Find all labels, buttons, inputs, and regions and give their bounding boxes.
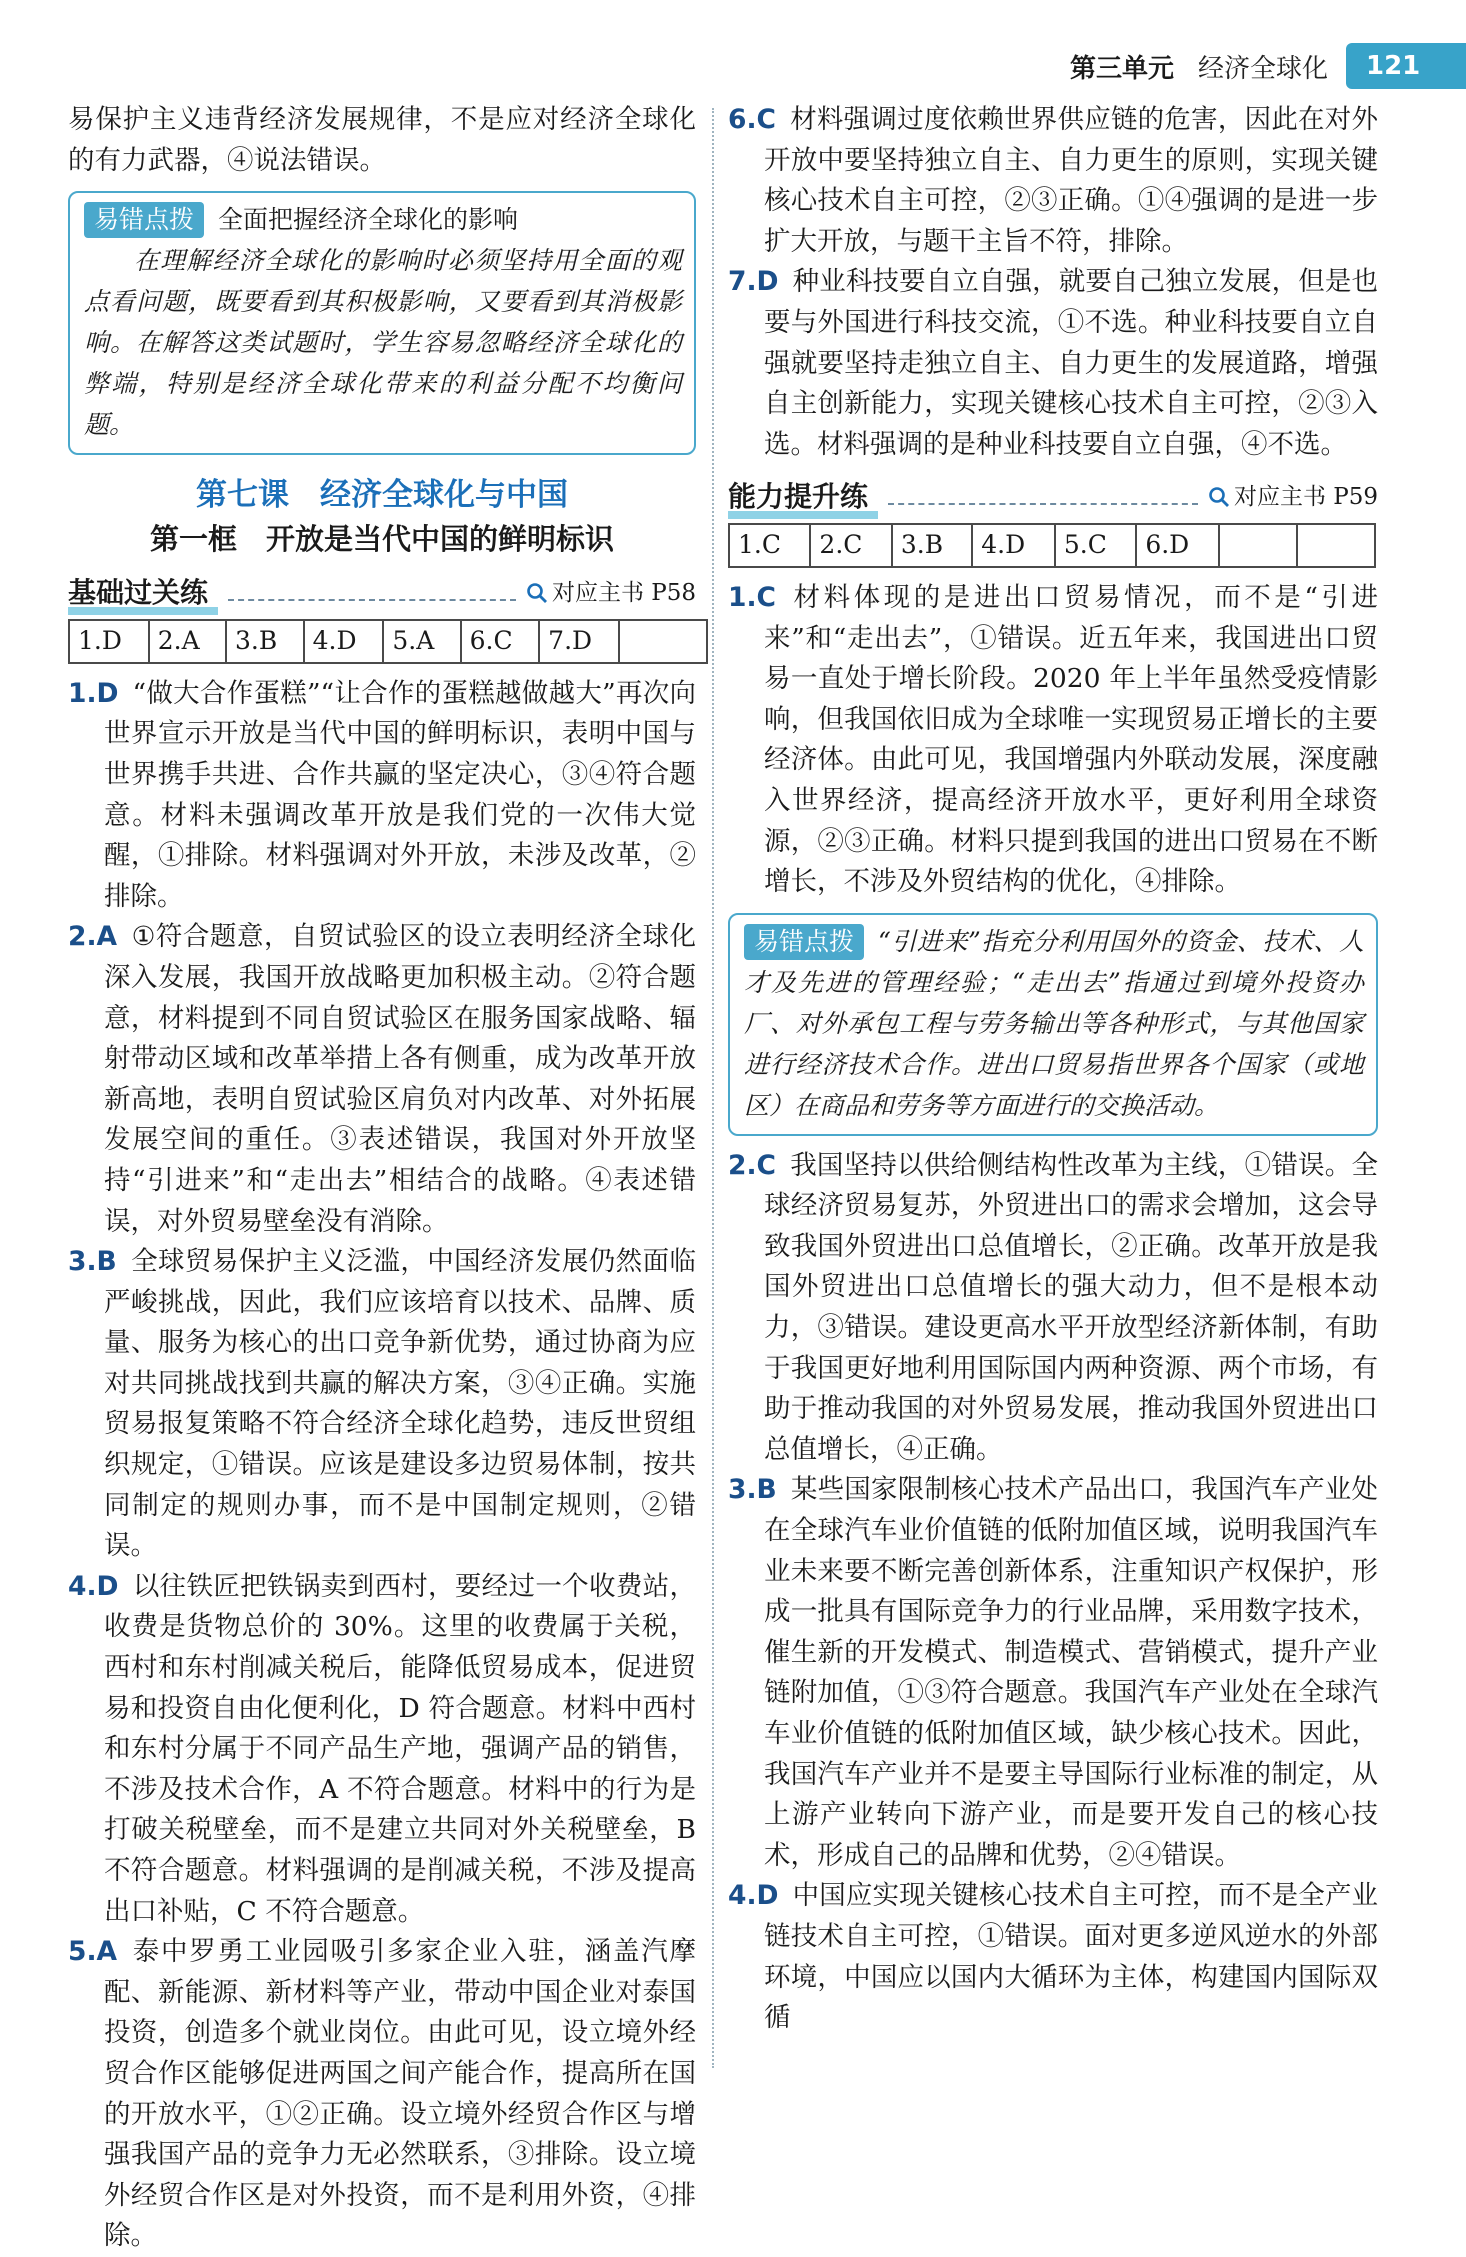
left-column [68, 100, 696, 2257]
explanation-item: 5.A 泰中罗勇工业园吸引多家企业入驻，涵盖汽摩配、新能源、新材料等产业，带动中国企业对泰国投资，创造多个就业岗位。由此可见，设立境外经贸合作区能够促进两国之间产能合作，提高所在国的开放水平，①②正确。设立境外经贸合作区与增强我国产品的竞争力无必然联系，③排除。设立境外经贸合作区是对外投资，而不是利用外资，④排除。 [68, 1936, 696, 2252]
answer-key-table [68, 619, 708, 664]
answer-cell: 7.D [539, 620, 619, 663]
answer-key-table [728, 523, 1376, 568]
explanation-item: 4.D 中国应实现关键核心技术自主可控，而不是全产业链技术自主可控，①错误。面对更多逆风逆水的外部环境，中国应以国内大循环为主体，构建国内国际双循 [728, 1880, 1378, 2034]
explanation-item: 1.D “做大合作蛋糕”“让合作的蛋糕越做越大”再次向世界宣示开放是当代中国的鲜明标识，表明中国与世界携手共进、合作共赢的坚定决心，③④符合题意。材料未强调改革开放是我们党的一次伟大觉醒，①排除。材料强调对外开放，未涉及改革，②排除。 [68, 677, 696, 912]
unit-label: 第三单元 [1069, 53, 1174, 84]
section-header [68, 567, 696, 613]
explanation-item: 2.C 我国坚持以供给侧结构性改革为主线，①错误。全球经济贸易复苏，外贸进出口的需求会增加，这会导致我国外贸进出口总值增长，②正确。改革开放是我国外贸进出口总值增长的强大动力，但不是根本动力，③错误。建设更高水平开放型经济新体制，有助于我国更好地利用国际国内两种资源、两个市场，有助于推动我国的对外贸易发展，推动我国外贸进出口总值增长，④正确。 [728, 1149, 1378, 1465]
tip-tag: 易错点拨 [744, 924, 864, 960]
explanation-item: 3.B 全球贸易保护主义泛滥，中国经济发展仍然面临严峻挑战，因此，我们应该培育以技术、品牌、质量、服务为核心的出口竞争新优势，通过协商为应对共同挑战找到共赢的解决方案，③④正确。实施贸易报复策略不符合经济全球化趋势，违反世贸组织规定，①错误。应该是建设多边贸易体制，按共同制定的规则办事，而不是中国制定规则，②错误。 [68, 1246, 696, 1562]
answer-cell: 4.D [972, 524, 1055, 567]
column-divider [712, 108, 714, 2068]
answer-cell: 3.B [226, 620, 304, 663]
answer-cell: 1.C [729, 524, 810, 567]
search-icon [1208, 486, 1230, 508]
tip-text: 在理解经济全球化的影响时必须坚持用全面的观点看问题，既要看到其积极影响，又要看到其消极影响。在解答这类试题时，学生容易忽略经济全球化的弊端，特别是经济全球化带来的利益分配不均衡问题。 [84, 246, 682, 440]
explanation-item: 1.C 材料体现的是进出口贸易情况，而不是“引进来”和“走出去”，①错误。近五年来，我国进出口贸易一直处于增长阶段。2020 年上半年虽然受疫情影响，但我国依旧成为全球唯一实现贸易正增长的主要经济体。由此可见，我国增强内外联动发展，深度融入世界经济，提高经济开放水平，更好利用全球资源，②③正确。材料只提到我国的进出口贸易在不断增长，不涉及外贸结构的优化，④排除。 [728, 581, 1378, 898]
explanation-item: 7.D 种业科技要自立自强，就要自己独立发展，但是也要与外国进行科技交流，①不选。种业科技要自立自强就要坚持走独立自主、自力更生的发展道路，增强自主创新能力，实现关键核心技术自主可控，②③入选。材料强调的是种业科技要自立自强，④不选。 [728, 266, 1378, 460]
section-rule [888, 503, 1198, 505]
answer-cell: 6.C [461, 620, 540, 663]
page-number: 121 [1346, 43, 1466, 89]
topic-label: 经济全球化 [1197, 53, 1328, 84]
answer-cell: 4.D [304, 620, 384, 663]
explanation-item: 2.A ①符合题意，自贸试验区的设立表明经济全球化深入发展，我国开放战略更加积极主动。②符合题意，材料提到不同自贸试验区在服务国家战略、辐射带动区域和改革举措上各有侧重，成为改革开放新高地，表明自贸试验区肩负对内改革、对外拓展发展空间的重任。③表述错误，我国对外开放坚持“引进来”和“走出去”相结合的战略。④表述错误，对外贸易壁垒没有消除。 [68, 921, 696, 1237]
section-header [728, 471, 1378, 517]
answer-cell: 5.C [1055, 524, 1136, 567]
right-column [728, 100, 1378, 2039]
section-rule [228, 599, 516, 601]
lesson-title: 第七课 经济全球化与中国 [196, 477, 568, 514]
answer-cell: 6.D [1136, 524, 1219, 567]
section-title: 基础过关练 [68, 573, 218, 614]
intro-text: 易保护主义违背经济发展规律，不是应对经济全球化的有力武器，④说法错误。 [68, 104, 696, 176]
answer-cell: 1.D [69, 620, 149, 663]
tip-text: “引进来”指充分利用国外的资金、技术、人才及先进的管理经验；“走出去”指通过到境外投资办厂、对外承包工程与劳务输出等各种形式，与其他国家进行经济技术合作。进出口贸易指世界各个国家（或地区）在商品和劳务等方面进行的交换活动。 [744, 926, 1364, 1120]
search-icon [526, 582, 548, 604]
tip-tag: 易错点拨 [84, 202, 204, 238]
answer-cell: 3.B [892, 524, 972, 567]
frame-title: 第一框 开放是当代中国的鲜明标识 [149, 522, 614, 557]
section-title: 能力提升练 [728, 477, 878, 518]
answer-cell [619, 620, 707, 663]
section-ref: 对应主书 P59 [1208, 477, 1378, 518]
answer-cell [1219, 524, 1297, 567]
tip-box [68, 191, 696, 455]
answer-cell: 5.A [383, 620, 460, 663]
answer-cell: 2.C [810, 524, 891, 567]
answer-cell [1297, 524, 1375, 567]
explanation-item: 4.D 以往铁匠把铁锅卖到西村，要经过一个收费站，收费是货物总价的 30%。这里的收费属于关税，西村和东村削减关税后，能降低贸易成本，促进贸易和投资自由化便利化，D 符合题意。材料中西村和东村分属于不同产品生产地，强调产品的销售，不涉及技术合作，A 不符合题意。材料中的行为是打破关税壁垒，而不是建立共同对外关税壁垒，B 不符合题意。材料强调的是削减关税，不涉及提高出口补贴，C 不符合题意。 [68, 1570, 696, 1927]
explanation-item: 6.C 材料强调过度依赖世界供应链的危害，因此在对外开放中要坚持独立自主、自力更生的原则，实现关键核心技术自主可控，②③正确。①④强调的是进一步扩大开放，与题干主旨不符，排除。 [728, 104, 1378, 257]
answer-cell: 2.A [149, 620, 226, 663]
section-ref: 对应主书 P58 [526, 573, 696, 614]
page-header [1070, 38, 1466, 94]
tip-title: 全面把握经济全球化的影响 [218, 205, 519, 235]
tip-box [728, 913, 1378, 1136]
explanation-item: 3.B 某些国家限制核心技术产品出口，我国汽车产业处在全球汽车业价值链的低附加值区域，说明我国汽车业未来要不断完善创新体系，注重知识产权保护，形成一批具有国际竞争力的行业品牌，采用数字技术，催生新的开发模式、制造模式、营销模式，提升产业链附加值，①③符合题意。我国汽车产业处在全球汽车业价值链的低附加值区域，缺少核心技术。因此，我国汽车产业并不是要主导国际行业标准的制定，从上游产业转向下游产业，而是要开发自己的核心技术，形成自己的品牌和优势，②④错误。 [728, 1474, 1378, 1871]
